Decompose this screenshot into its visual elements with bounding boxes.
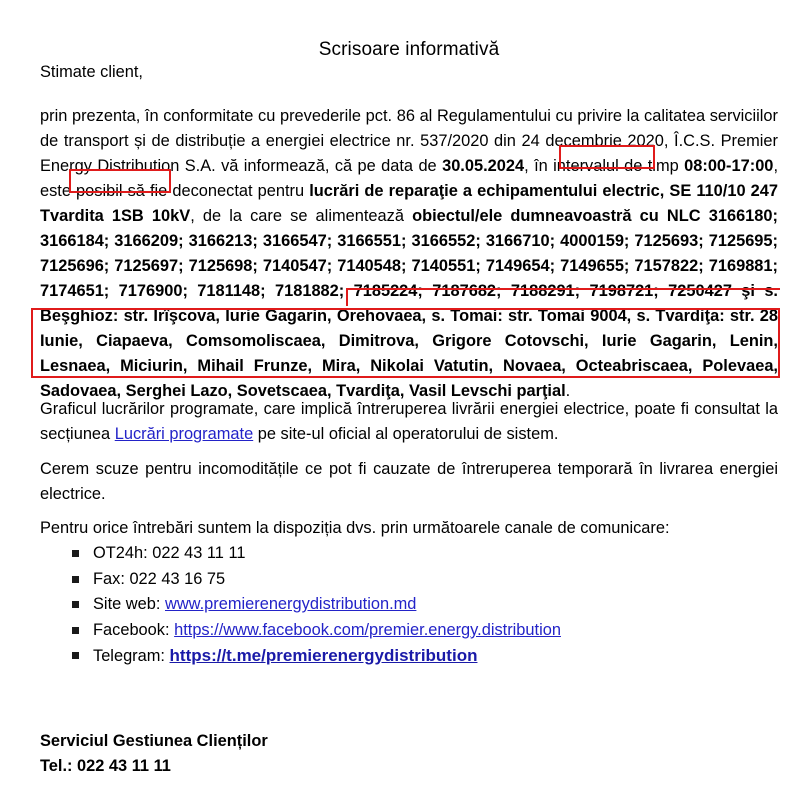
apology-paragraph: Cerem scuze pentru incomoditățile ce pot fi cauzate de întreruperea temporară în livrarea energiei electrice.	[40, 460, 778, 503]
square-bullet-icon	[72, 601, 79, 608]
scheduled-works-link[interactable]: Lucrări programate	[114, 425, 254, 443]
list-item	[40, 592, 778, 618]
square-bullet-icon	[72, 652, 79, 659]
contact-label: Fax:	[93, 569, 130, 588]
list-item	[40, 541, 778, 567]
signature-block	[40, 729, 268, 779]
outage-notice-paragraph	[40, 104, 778, 404]
notice-period: .	[565, 382, 571, 400]
list-item	[40, 643, 778, 670]
list-item	[40, 567, 778, 593]
notice-reason-text: , este posibil să fie deconectat pentru	[40, 157, 778, 200]
contact-label: Telegram:	[93, 647, 170, 665]
contact-link[interactable]: www.premierenergydistribution.md	[164, 595, 417, 613]
contact-channels-intro: Pentru orice întrebări suntem la dispoziția dvs. prin următoarele canale de comunicare:	[40, 519, 670, 537]
signature-department: Serviciul Gestiunea Clienților	[40, 732, 268, 750]
outage-time-value: 08:00-17:00	[684, 157, 774, 175]
square-bullet-icon	[72, 627, 79, 634]
contact-value: 022 43 11 11	[152, 544, 246, 562]
affected-objects-list: obiectul/ele dumneavoastră cu NLC 3166180; 3166184; 3166209; 3166213; 3166547; 3166551; 3166552; 3166710; 4000159; 7125693; 7125695; 7125696; 7125697; 7125698; 7140547; 7140548; 7140551; 7149654; 7149655; 7157822; 7169881; 7174651; 7176900; 7181148; 7181882; 7185224; 7187682; 7188291; 7198721; 7250427 şi s. Beşghioz: str. Irîşcova, Iurie Gagarin, Orehovaea, s. Tomai: str. Tomai 9004,	[40, 207, 778, 325]
contact-channels-list	[40, 541, 778, 670]
signature-phone: Tel.: 022 43 11 11	[40, 757, 171, 775]
contact-label: OT24h:	[93, 544, 153, 562]
works-description: lucrări de reparaţie a echipamentului electric, SE 110/10 247 Tvardita 1SB 10kV	[40, 182, 778, 225]
notice-supply-text: , de la care se alimentează	[190, 207, 413, 225]
square-bullet-icon	[72, 550, 79, 557]
contact-value: 022 43 16 75	[129, 569, 226, 588]
schedule-paragraph	[40, 397, 778, 447]
outage-date-value: 30.05.2024	[442, 157, 525, 175]
schedule-text-before-link: Graficul lucrărilor programate, care implică întreruperea livrării energiei electrice, poate fi consultat la secțiunea	[40, 400, 778, 443]
contact-label: Site web:	[93, 595, 165, 613]
contact-label: Facebook:	[93, 620, 175, 639]
salutation: Stimate client,	[40, 63, 143, 81]
list-item	[40, 618, 778, 644]
contact-link[interactable]: https://t.me/premierenergydistribution	[169, 646, 478, 665]
highlighted-streets-list: s. Tvardiţa: str. 28 Iunie, Ciapaeva, Comsomoliscaea, Dimitrova, Grigore Cotovschi, Iurie Gagarin, Lenin, Lesnaea, Miciurin, Mihail Frunze, Mira, Nikolai Vatutin, Novaea, Octeabriscaea, Polevaea, Sadovaea, Serghei Lazo, Sovetscaea, Tvardiţa, Vasil Levschi parţial	[40, 307, 778, 400]
contact-link[interactable]: https://www.facebook.com/premier.energy.distribution	[174, 620, 561, 639]
notice-interval-text: , în intervalul de timp	[524, 157, 685, 175]
page-title: Scrisoare informativă	[318, 39, 500, 60]
schedule-text-after-link: pe site-ul oficial al operatorului de sistem.	[253, 425, 559, 443]
notice-intro-text: prin prezenta, în conformitate cu prevederile pct. 86 al Regulamentului cu privire la calitatea serviciilor de transport și de distribuție a energiei electrice nr. 537/2020 din 24 decembrie 2020, Î.C.S. Premier Energy Distribution S.A. vă informează, că pe data de	[40, 107, 778, 175]
square-bullet-icon	[72, 576, 79, 583]
